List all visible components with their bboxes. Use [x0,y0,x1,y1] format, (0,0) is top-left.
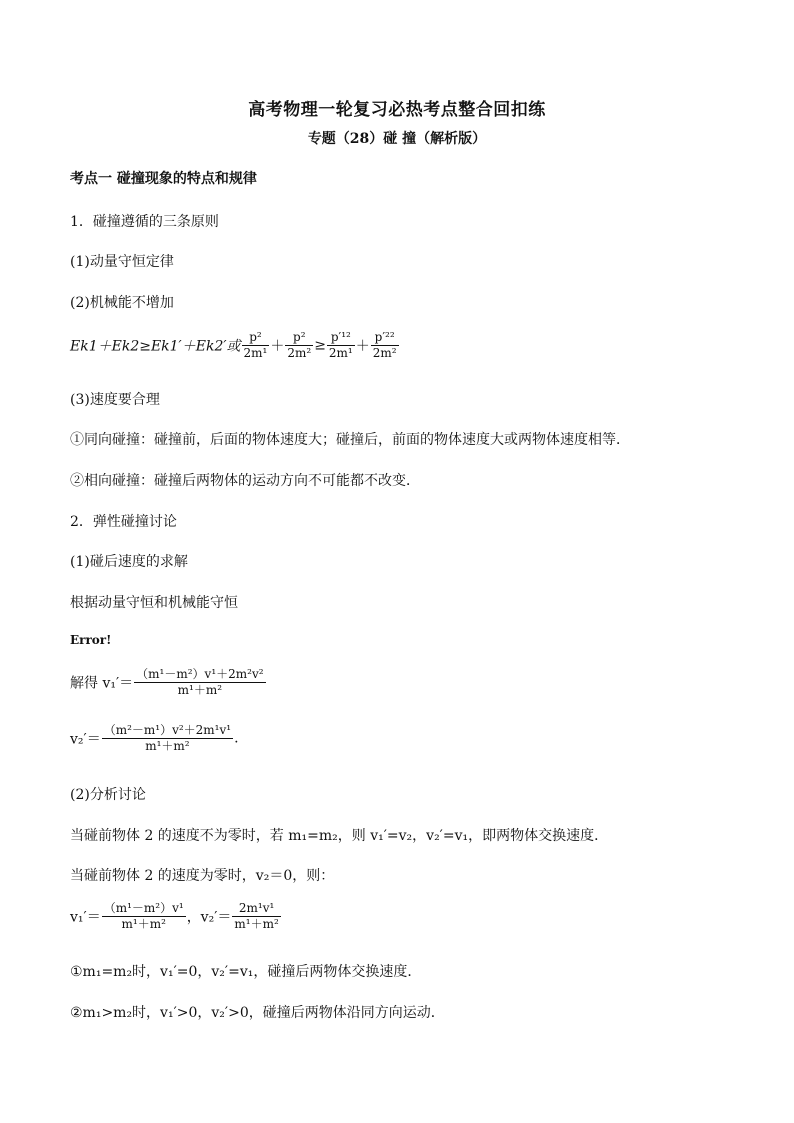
paragraph: 1．碰撞遵循的三条原则 [70,214,219,230]
fraction: $\frac{\text{p²}}{\text{2m²}}$ [287,330,312,360]
paragraph: ①同向碰撞：碰撞前，后面的物体速度大；碰撞后，前面的物体速度大或两物体速度相等． [70,432,630,448]
fraction: $\frac{\text{p′²²}}{\text{2m²}}$ [372,330,397,360]
page-subtitle: 专题（28）碰 撞（解析版） [307,131,487,147]
fraction: $\frac{\text{p²}}{\text{2m¹}}$ [243,330,268,360]
fraction: $\frac{\text{2m¹v¹}}{\text{m¹＋m²}}$ [234,901,279,931]
v2-solution-formula: v₂′＝ $\frac{\text{（m²－m¹）v²＋2m¹v¹}}{\text{m¹＋m²}}$ . [70,723,239,753]
paragraph: (1)碰后速度的求解 [70,554,188,570]
section-heading: 考点一 碰撞现象的特点和规律 [70,171,257,187]
paragraph: (3)速度要合理 [70,392,160,408]
zero-velocity-formula: v₁′＝ $\frac{\text{（m¹－m²）v¹}}{\text{m¹＋m²}}$ ，v₂′＝ $\frac{\text{2m¹v¹}}{\text{m¹＋m²}}$ [70,901,279,931]
v1-solution-formula: 解得 v₁′＝ $\frac{\text{（m¹－m²）v¹＋2m²v²}}{\text{m¹＋m²}}$ [70,667,264,697]
paragraph: 根据动量守恒和机械能守恒 [70,595,238,611]
paragraph: ①m₁=m₂时，v₁′=0，v₂′=v₁，碰撞后两物体交换速度． [70,964,422,980]
paragraph: 当碰前物体 2 的速度不为零时，若 m₁=m₂，则 v₁′=v₂，v₂′=v₁，即两物体交换速度． [70,828,609,844]
fraction: $\frac{\text{p′¹²}}{\text{2m¹}}$ [328,330,353,360]
paragraph: ②m₁>m₂时，v₁′>0，v₂′>0，碰撞后两物体沿同方向运动． [70,1005,445,1021]
paragraph: 当碰前物体 2 的速度为零时，v₂＝0，则： [70,868,335,884]
energy-inequality-formula: Ek1＋Ek2≥Ek1′＋Ek2′或 $\frac{\text{p²}}{\text{2m¹}}$ ＋ $\frac{\text{p²}}{\text{2m²}}$ ≥ $\frac{\text{p′¹²}}{\text{2m¹}}$ ＋ $\frac{\text{p′²²}}{\text{2m²}}$ [70,330,397,360]
page-title: 高考物理一轮复习必热考点整合回扣练 [248,100,546,120]
energy-lhs: Ek1＋Ek2≥Ek1′＋Ek2′或 [70,338,241,355]
paragraph: 2．弹性碰撞讨论 [70,514,177,530]
fraction: $\frac{\text{（m¹－m²）v¹＋2m²v²}}{\text{m¹＋m²}}$ [136,667,264,697]
paragraph: (2)机械能不增加 [70,295,174,311]
fraction: $\frac{\text{（m¹－m²）v¹}}{\text{m¹＋m²}}$ [103,901,184,931]
error-marker: Error! [70,633,112,647]
paragraph: (2)分析讨论 [70,787,146,803]
paragraph: ②相向碰撞：碰撞后两物体的运动方向不可能都不改变． [70,473,420,489]
paragraph: (1)动量守恒定律 [70,254,174,270]
fraction: $\frac{\text{（m²－m¹）v²＋2m¹v¹}}{\text{m¹＋m²}}$ [103,723,232,753]
